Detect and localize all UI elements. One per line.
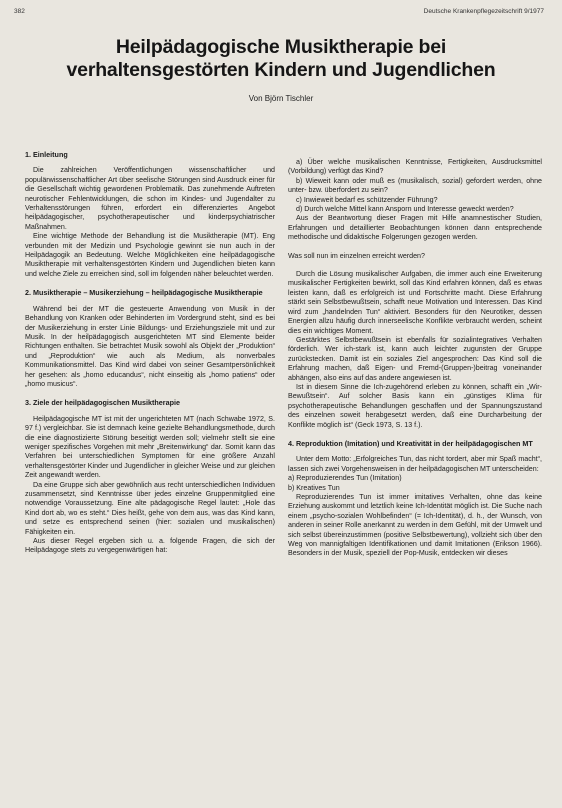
section-heading: 3. Ziele der heilpädagogischen Musiktherapie [25,398,180,408]
right-column [288,158,542,559]
paragraph: Während bei der MT die gesteuerte Anwendung von Musik in der Behandlung von Kranken oder Behinderten im Vordergrund steht, sind es bei der Musikerziehung in erster Linie Bildungs- und Erziehungsziele mit und zur Musik. In der heilpädagogisch ausgerichteten MT sind Elemente beider Richtungen enthalten. Sie betrachtet Musik sowohl als Objekt der „Produktion“ und „Reproduktion“ wie auch als Medium, als nonverbales Kommunikationsmittel. Das Kind wird dabei von seiner Gesamtpersönlichkeit her gesehen: als „homo educandus“, nicht einseitig als „homo patiens“ oder „homo musicus“. [25,304,275,388]
section-heading: 4. Reproduktion (Imitation) und Kreativität in der heilpädagogischen MT [288,438,533,448]
author-byline: Von Björn Tischler [248,94,314,103]
paragraph: d) Durch welche Mittel kann Ansporn und Interesse geweckt werden? [296,205,514,214]
paragraph: a) Über welche musikalischen Kenntnisse, Fertigkeiten, Ausdrucksmittel (Vorbildung) verfügt das Kind? [288,158,542,176]
section-heading: 2. Musiktherapie – Musikerziehung – heilpädagogische Musiktherapie [25,288,263,298]
paragraph: Ist in diesem Sinne die Ich-zugehörend erleben zu können, schafft ein „Wir-Bewußtsein“. Auf solcher Basis kann ein „günstiges Klima für psychotherapeutische Behandlungen geschaffen und der Spannungszustand des einzelnen soweit herabgesetzt werden, daß eine Durcharbeitung der Konflikte möglich ist“ (Geck 1973, S. 13 f.). [288,382,542,429]
title-line-1: Heilpädagogische Musiktherapie bei [115,36,447,58]
article-title [0,36,562,82]
page-number: 382 [14,8,25,15]
list-item: a) Reproduzierendes Tun (Imitation) [288,474,402,483]
paragraph: Reproduzierendes Tun ist immer imitatives Verhalten, ohne das keine Erziehung auskommt und letztlich keine Ich-Identität möglich ist. Die Suche nach einem „psycho-sozialen Wohlbefinden“ (= Ich-Identität), d. h., der Wunsch, von anderen in seiner Rolle anerkannt zu werden in dem Gefühl, mit der Umwelt und sich selbst übereinzustimmen (positive Selbstbewertung), vollzieht sich über den Weg von mannigfaltigen Identifikationen und damit Imitationen (Erikson 1966). Besonders in der Musik, speziell der Pop-Musik, entdecken wir dieses [288,493,542,558]
paragraph: Aus dieser Regel ergeben sich u. a. folgende Fragen, die sich der Heilpädagoge stets zu vergegenwärtigen hat: [25,537,275,555]
paragraph: Die zahlreichen Veröffentlichungen wissenschaftlicher und populärwissenschaftlicher Art über seelische Störungen sind Ausdruck einer für die Gesellschaft wichtig gewordenen Problematik. Das zunehmende Auftreten neurotischer Fehlentwicklungen, die schon im Kindes- und Jugendalter zu Verhaltensstörungen führen, erfordert ein differenziertes Angebot heilpädagogischer, psychotherapeutischer und kinderpsychiatrischer Maßnahmen. [25,166,275,231]
paragraph: b) Wieweit kann oder muß es (musikalisch, sozial) gefordert werden, ohne unter- bzw. überfordert zu sein? [288,176,542,195]
running-header [14,8,544,15]
list-item: b) Kreatives Tun [288,483,340,492]
paragraph: Unter dem Motto: „Erfolgreiches Tun, das nicht tordert, aber mir Spaß macht“, lassen sich zwei Vorgehensweisen in der heilpädagogischen MT unterscheiden: [288,455,542,473]
paragraph: Durch die Lösung musikalischer Aufgaben, die immer auch eine Erweiterung musikalischer Fertigkeiten bewirkt, soll das Kind erfahren können, daß es etwas leisten kann, daß es erfolgreich ist und Fortschritte macht. Diese Erfahrung stärkt sein Selbstbewußtsein, schafft neue Motivation und Interessen. Das Kind wird zum „handelnden Tun“ aktiviert. Besonders für den Neurotiker, dessen Energien allzu häufig durch innerseelische Konflikte verbraucht werden, scheint dies ein wichtiges Moment. [288,270,542,335]
title-line-2: verhaltensgestörten Kindern und Jugendlichen [66,59,496,81]
paragraph: Was soll nun im einzelnen erreicht werden? [288,251,425,260]
left-column [25,150,275,556]
paragraph: Aus der Beantwortung dieser Fragen mit Hilfe anamnestischer Studien, Erfahrungen und detaillierter Beobachtungen können dann entsprechende methodische und didaktische Folgerungen gezogen werden. [288,214,542,242]
paragraph: Gestärktes Selbstbewußtsein ist ebenfalls für sozialintegratives Verhalten förderlich. Wer ich-stark ist, kann auch leichter zugunsten der Gruppe zurückstecken. Damit ist ein soziales Ziel angesprochen: Das Kind soll die Erfahrung machen, daß Eigen- und Fremd-(Gruppen-)beitrag voneinander abhängen, also eins auf das andere angewiesen ist. [288,335,542,382]
paragraph: Da eine Gruppe sich aber gewöhnlich aus recht unterschiedlichen Individuen zusammensetzt, sind Kenntnisse über jedes einzelne Gruppenmitglied eine notwendige Voraussetzung. Eine alte pädagogische Regel lautet: „Hole das Kind dort ab, wo es steht.“ Dies heißt, gehe von dem aus, was das Kind kann, und setze es entsprechend seinen (hier: sozialen und musikalischen) Fähigkeiten ein. [25,480,275,536]
journal-name: Deutsche Krankenpflegezeitschrift 9/1977 [423,8,544,15]
paragraph: c) Inwieweit bedarf es schützender Führung? [296,195,438,204]
paragraph: Eine wichtige Methode der Behandlung ist die Musiktherapie (MT). Eng verbunden mit der Medizin und Psychologie gewinnt sie nun auch in der Heilpädagogik an Bedeutung. Welche Möglichkeiten eine heilpädagogische Musiktherapie mit verhaltensgestörten Kindern und Jugendlichen bieten kann und welche Ziele zu erreichen sind, soll im folgenden näher beleuchtet werden. [25,232,275,278]
paragraph: Heilpädagogische MT ist mit der ungerichteten MT (nach Schwabe 1972, S. 97 f.) vergleichbar. Sie ist demnach keine gezielte Behandlungsmethode, durch die eine diagnostizierte Störung beseitigt werden soll; vielmehr stellt sie eine weniger spezifisches Vorgehen mit mehr „Breitenwirkung“ dar. Somit kann das Verfahren bei unterschiedlichen Symptomen für eine größere Anzahl verhaltensgestörter Kinder und Jugendlicher in gleicher Weise und zur gleichen Zeit angewandt werden. [25,414,275,480]
section-heading: 1. Einleitung [25,150,68,159]
